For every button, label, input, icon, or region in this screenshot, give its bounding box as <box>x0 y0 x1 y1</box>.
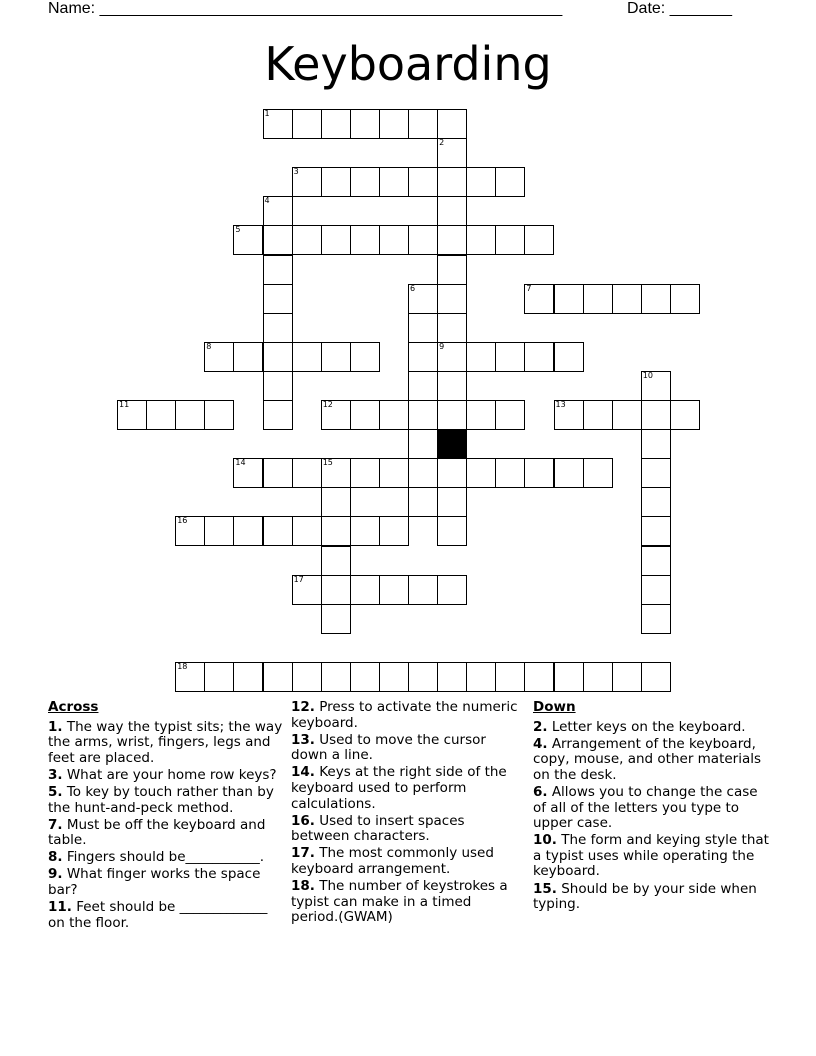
clue-number: 13 <box>555 400 566 409</box>
across-clue <box>48 900 284 931</box>
crossword-cell[interactable] <box>554 284 584 314</box>
crossword-cell[interactable] <box>233 342 263 372</box>
clue-number: 16 <box>177 516 188 526</box>
crossword-cell[interactable] <box>583 284 613 314</box>
crossword-cell[interactable] <box>437 109 467 139</box>
crossword-cell[interactable] <box>554 342 584 372</box>
crossword-cell[interactable] <box>437 284 467 314</box>
clue-text: Press to activate the numeric keyboard. <box>291 699 518 731</box>
crossword-cell[interactable] <box>641 546 671 576</box>
crossword-cell[interactable] <box>641 371 671 401</box>
crossword-cell[interactable] <box>379 225 409 255</box>
crossword-cell[interactable] <box>350 109 380 139</box>
crossword-cell[interactable] <box>204 342 234 372</box>
crossword-cell[interactable] <box>175 516 205 546</box>
across-clues-column <box>48 700 284 933</box>
clue-num: 2. <box>533 718 548 735</box>
crossword-cell[interactable] <box>263 458 293 488</box>
clue-num: 15. <box>533 880 557 897</box>
crossword-cell[interactable] <box>263 342 293 372</box>
crossword-cell[interactable] <box>408 284 438 314</box>
clue-num: 6. <box>533 783 548 800</box>
clue-text: Feet should be _____________ on the floor. <box>48 899 268 931</box>
clue-text: The way the typist sits; the way the arms, wrist, fingers, legs and feet are placed. <box>48 718 283 766</box>
crossword-cell[interactable] <box>612 284 642 314</box>
clue-text: Used to insert spaces between characters. <box>291 812 465 845</box>
crossword-cell[interactable] <box>379 662 409 692</box>
crossword-cell[interactable] <box>437 458 467 488</box>
across-clue <box>48 867 284 898</box>
crossword-cell[interactable] <box>321 167 351 197</box>
clue-number: 7 <box>526 283 532 293</box>
across-clue <box>48 785 284 816</box>
clue-text: Should be by your side when typing. <box>533 880 757 913</box>
crossword-cell[interactable] <box>321 575 351 605</box>
clue-num: 3. <box>48 766 63 783</box>
clue-num: 14. <box>291 764 315 781</box>
crossword-cell[interactable] <box>612 400 642 430</box>
crossword-cell[interactable] <box>466 167 496 197</box>
clue-text: Used to move the cursor down a line. <box>291 731 486 764</box>
across-clue <box>291 733 521 764</box>
clue-text: Allows you to change the case of all of the letters you type to upper case. <box>533 783 758 832</box>
crossword-cell[interactable] <box>263 196 293 226</box>
across-clue <box>48 850 284 866</box>
crossword-block-cell <box>437 429 467 459</box>
crossword-cell[interactable] <box>321 400 351 430</box>
crossword-cell[interactable] <box>204 400 234 430</box>
crossword-cell[interactable] <box>495 458 525 488</box>
crossword-cell[interactable] <box>321 487 351 517</box>
crossword-cell[interactable] <box>524 458 554 488</box>
crossword-cell[interactable] <box>641 458 671 488</box>
crossword-cell[interactable] <box>292 516 322 546</box>
crossword-cell[interactable] <box>292 167 322 197</box>
crossword-cell[interactable] <box>233 662 263 692</box>
clue-num: 12. <box>291 699 315 715</box>
across-clue <box>291 814 521 845</box>
crossword-cell[interactable] <box>437 255 467 285</box>
crossword-cell[interactable] <box>495 662 525 692</box>
crossword-cell[interactable] <box>437 575 467 605</box>
crossword-cell[interactable] <box>233 458 263 488</box>
crossword-cell[interactable] <box>204 516 234 546</box>
crossword-cell[interactable] <box>495 225 525 255</box>
clue-text: The number of keystrokes a typist can make in a timed period.(GWAM) <box>291 878 508 926</box>
date-field-label: Date: _______ <box>627 0 732 17</box>
crossword-cell[interactable] <box>379 109 409 139</box>
clue-text: To key by touch rather than by the hunt-and-peck method. <box>48 783 274 816</box>
crossword-cell[interactable] <box>495 342 525 372</box>
across-clue <box>291 846 521 877</box>
crossword-cell[interactable] <box>641 487 671 517</box>
clue-text: Keys at the right side of the keyboard used to perform calculations. <box>291 764 507 812</box>
crossword-cell[interactable] <box>437 167 467 197</box>
crossword-cell[interactable] <box>437 196 467 226</box>
crossword-cell[interactable] <box>379 516 409 546</box>
clue-number: 9 <box>439 341 445 351</box>
across-clue <box>291 765 521 812</box>
across-heading: Across <box>48 699 99 715</box>
clue-number: 5 <box>235 225 241 235</box>
crossword-cell[interactable] <box>408 109 438 139</box>
crossword-cell[interactable] <box>350 400 380 430</box>
clue-number: 15 <box>322 458 333 468</box>
crossword-cell[interactable] <box>670 284 700 314</box>
crossword-cell[interactable] <box>321 109 351 139</box>
crossword-cell[interactable] <box>641 662 671 692</box>
crossword-cell[interactable] <box>437 138 467 168</box>
across-clue <box>291 700 521 731</box>
crossword-cell[interactable] <box>437 371 467 401</box>
crossword-cell[interactable] <box>408 575 438 605</box>
crossword-cell[interactable] <box>175 400 205 430</box>
crossword-cell[interactable] <box>408 167 438 197</box>
name-field-label: Name: ____________________________________________________ <box>48 0 563 17</box>
clue-text: Fingers should be___________. <box>62 849 265 866</box>
clue-num: 9. <box>48 866 63 883</box>
crossword-cell[interactable] <box>437 662 467 692</box>
crossword-cell[interactable] <box>524 225 554 255</box>
crossword-cell[interactable] <box>641 400 671 430</box>
crossword-cell[interactable] <box>641 604 671 634</box>
crossword-cell[interactable] <box>233 225 263 255</box>
crossword-cell[interactable] <box>612 662 642 692</box>
crossword-cell[interactable] <box>263 225 293 255</box>
crossword-cell[interactable] <box>292 458 322 488</box>
clue-text: The most commonly used keyboard arrangement. <box>291 845 494 877</box>
crossword-cell[interactable] <box>408 487 438 517</box>
crossword-cell[interactable] <box>350 662 380 692</box>
crossword-cell[interactable] <box>554 400 584 430</box>
clue-number: 3 <box>293 167 299 177</box>
crossword-cell[interactable] <box>175 662 205 692</box>
crossword-cell[interactable] <box>495 167 525 197</box>
crossword-cell[interactable] <box>292 575 322 605</box>
crossword-cell[interactable] <box>263 371 293 401</box>
clue-num: 10. <box>533 832 557 849</box>
crossword-cell[interactable] <box>350 575 380 605</box>
crossword-cell[interactable] <box>408 662 438 692</box>
down-clue <box>533 720 773 736</box>
clue-num: 1. <box>48 718 63 735</box>
crossword-cell[interactable] <box>204 662 234 692</box>
crossword-cell[interactable] <box>321 225 351 255</box>
crossword-cell[interactable] <box>263 284 293 314</box>
clue-text: Letter keys on the keyboard. <box>547 718 746 735</box>
crossword-cell[interactable] <box>408 429 438 459</box>
crossword-cell[interactable] <box>670 400 700 430</box>
crossword-cell[interactable] <box>641 284 671 314</box>
crossword-cell[interactable] <box>292 225 322 255</box>
clue-number: 6 <box>410 283 416 293</box>
crossword-cell[interactable] <box>350 458 380 488</box>
down-clue <box>533 737 773 784</box>
clue-number: 12 <box>322 400 333 409</box>
crossword-cell[interactable] <box>437 516 467 546</box>
crossword-cell[interactable] <box>583 662 613 692</box>
crossword-cell[interactable] <box>583 400 613 430</box>
clue-text: What finger works the space bar? <box>48 866 261 899</box>
crossword-cell[interactable] <box>263 313 293 343</box>
crossword-cell[interactable] <box>379 400 409 430</box>
crossword-cell[interactable] <box>350 516 380 546</box>
clue-number: 10 <box>642 370 653 380</box>
crossword-cell[interactable] <box>437 313 467 343</box>
clue-text: What are your home row keys? <box>62 766 277 783</box>
crossword-cell[interactable] <box>524 662 554 692</box>
crossword-cell[interactable] <box>321 662 351 692</box>
crossword-cell[interactable] <box>466 662 496 692</box>
down-clues-column <box>533 700 773 914</box>
crossword-cell[interactable] <box>117 400 147 430</box>
crossword-cell[interactable] <box>583 458 613 488</box>
crossword-cell[interactable] <box>641 429 671 459</box>
crossword-cell[interactable] <box>408 225 438 255</box>
crossword-cell[interactable] <box>437 487 467 517</box>
clue-num: 8. <box>48 849 63 866</box>
crossword-cell[interactable] <box>554 662 584 692</box>
clue-text: The form and keying style that a typist uses while operating the keyboard. <box>533 832 769 880</box>
crossword-cell[interactable] <box>292 342 322 372</box>
crossword-cell[interactable] <box>524 284 554 314</box>
crossword-cell[interactable] <box>408 342 438 372</box>
crossword-cell[interactable] <box>466 458 496 488</box>
crossword-cell[interactable] <box>408 400 438 430</box>
crossword-cell[interactable] <box>524 342 554 372</box>
clue-num: 11. <box>48 899 72 916</box>
across-clues-column-continued <box>291 700 521 927</box>
clue-number: 17 <box>293 574 304 584</box>
crossword-cell[interactable] <box>466 225 496 255</box>
crossword-cell[interactable] <box>321 546 351 576</box>
crossword-cell[interactable] <box>379 458 409 488</box>
clue-num: 16. <box>291 812 315 829</box>
crossword-cell[interactable] <box>321 458 351 488</box>
crossword-cell[interactable] <box>437 342 467 372</box>
crossword-cell[interactable] <box>263 400 293 430</box>
crossword-cell[interactable] <box>554 458 584 488</box>
crossword-cell[interactable] <box>437 225 467 255</box>
clue-text: Must be off the keyboard and table. <box>48 816 266 849</box>
crossword-cell[interactable] <box>350 225 380 255</box>
crossword-cell[interactable] <box>466 400 496 430</box>
crossword-cell[interactable] <box>321 516 351 546</box>
clue-num: 7. <box>48 816 63 833</box>
crossword-cell[interactable] <box>466 342 496 372</box>
clue-num: 4. <box>533 735 548 752</box>
crossword-cell[interactable] <box>263 109 293 139</box>
crossword-cell[interactable] <box>292 662 322 692</box>
across-clue <box>291 879 521 926</box>
clue-num: 5. <box>48 783 63 800</box>
clue-number: 4 <box>264 196 270 206</box>
clue-number: 1 <box>264 109 270 118</box>
across-clue <box>48 768 284 784</box>
across-clue <box>48 720 284 767</box>
crossword-cell[interactable] <box>495 400 525 430</box>
down-clue <box>533 833 773 880</box>
crossword-cell[interactable] <box>408 371 438 401</box>
crossword-cell[interactable] <box>408 458 438 488</box>
crossword-cell[interactable] <box>350 167 380 197</box>
clue-num: 13. <box>291 731 315 748</box>
crossword-cell[interactable] <box>263 516 293 546</box>
clue-text: Arrangement of the keyboard, copy, mouse, and other materials on the desk. <box>533 735 762 783</box>
crossword-cell[interactable] <box>321 342 351 372</box>
crossword-cell[interactable] <box>437 400 467 430</box>
clue-number: 18 <box>177 661 188 671</box>
crossword-cell[interactable] <box>233 516 263 546</box>
crossword-cell[interactable] <box>379 167 409 197</box>
down-clue <box>533 882 773 913</box>
clue-num: 18. <box>291 878 315 895</box>
crossword-cell[interactable] <box>292 109 322 139</box>
page-title: Keyboarding <box>264 37 552 91</box>
clue-number: 8 <box>206 341 212 351</box>
crossword-cell[interactable] <box>263 662 293 692</box>
crossword-cell[interactable] <box>146 400 176 430</box>
clue-number: 2 <box>439 138 445 148</box>
across-clue <box>48 818 284 849</box>
crossword-cell[interactable] <box>641 516 671 546</box>
down-clue <box>533 785 773 832</box>
crossword-cell[interactable] <box>408 313 438 343</box>
crossword-cell[interactable] <box>263 255 293 285</box>
clue-number: 11 <box>119 400 130 409</box>
down-heading: Down <box>533 699 576 715</box>
crossword-cell[interactable] <box>350 342 380 372</box>
crossword-cell[interactable] <box>321 604 351 634</box>
crossword-cell[interactable] <box>641 575 671 605</box>
clue-number: 14 <box>235 458 246 468</box>
clue-num: 17. <box>291 845 315 862</box>
crossword-cell[interactable] <box>379 575 409 605</box>
